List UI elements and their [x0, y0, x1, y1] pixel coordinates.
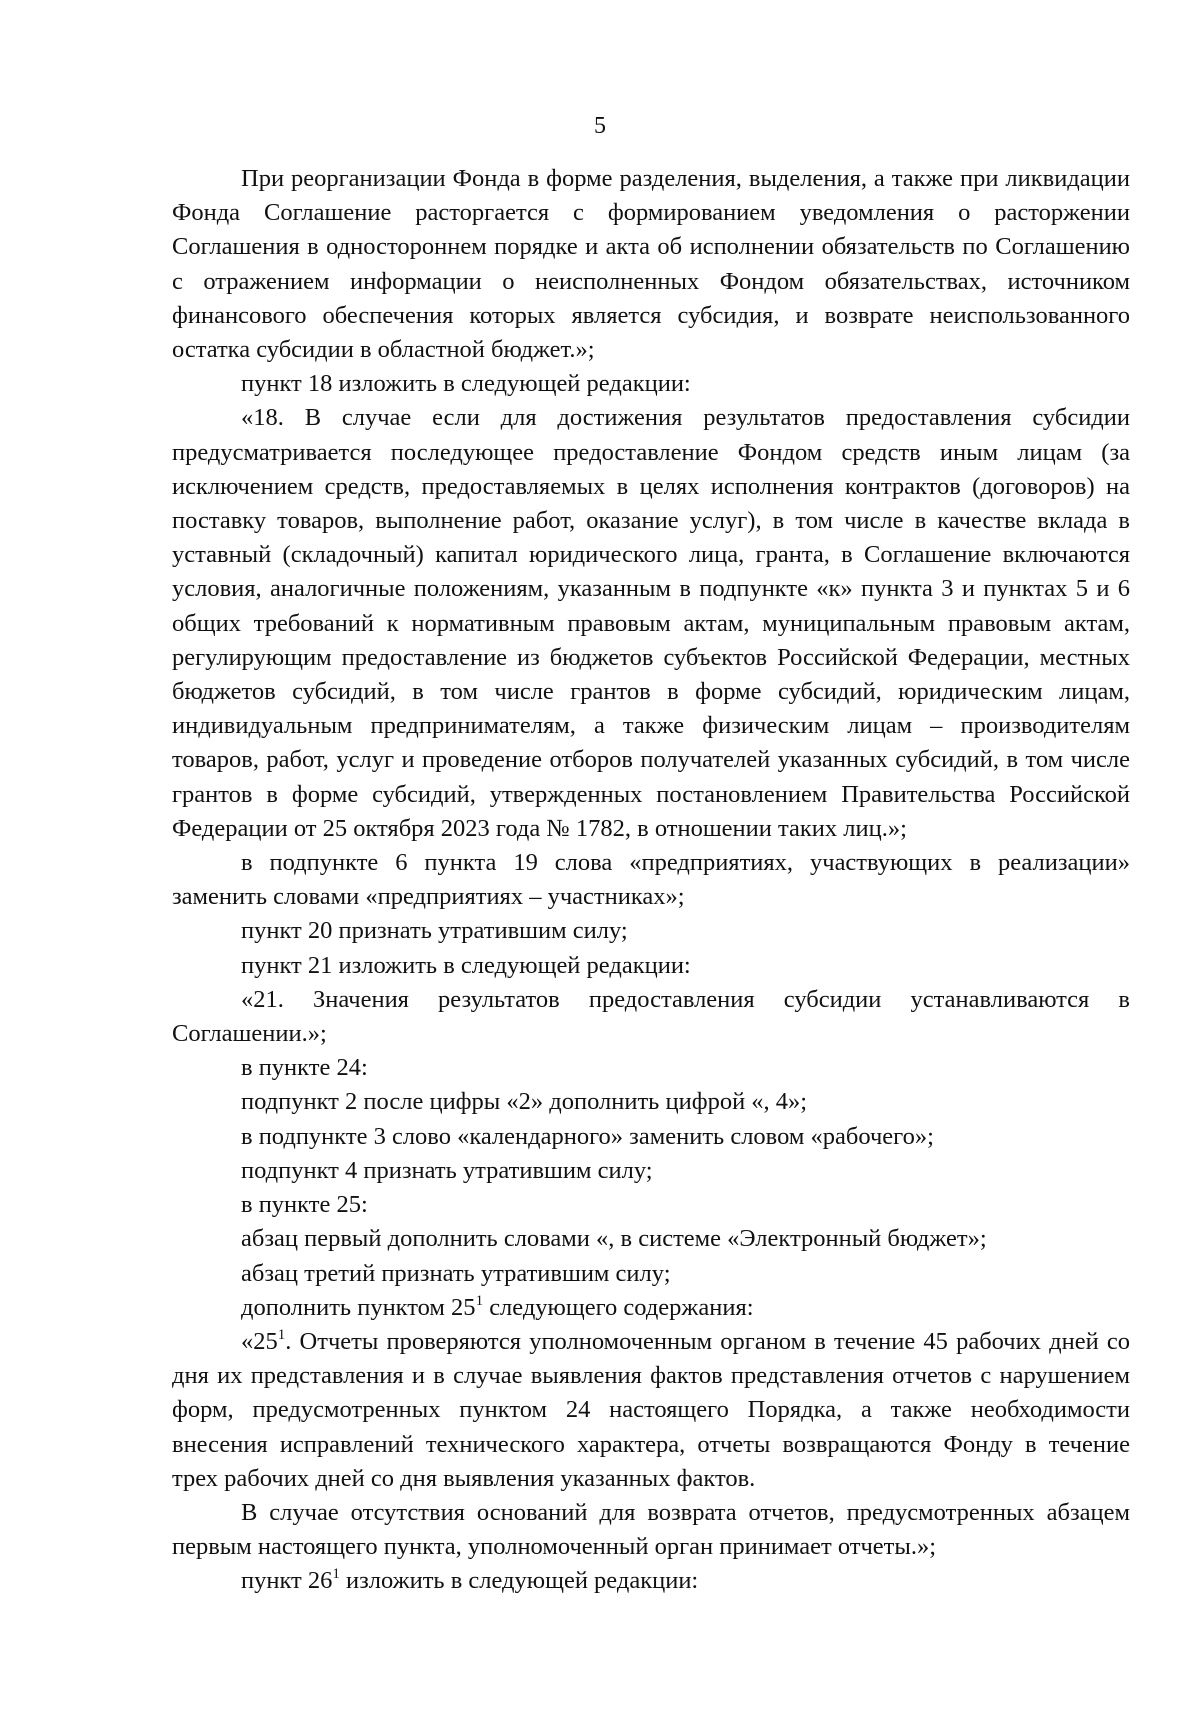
paragraph: пункт $26^1$ изложить в следующей редакции: — [241, 1566, 699, 1595]
paragraph: в пункте 24: — [241, 1054, 368, 1082]
paragraph: «$25^1$. Отчеты проверяются уполномоченным органом в течение 45 рабочих дней со дня их представления и в случае выявления фактов представления отчетов с нарушением форм, предусмотренных пунктом 24 настоящего Порядка, а также необходимости внесения исправлений технического характера, отчеты возвращаются Фонду в течение трех рабочих дней со дня выявления указанных фактов. — [172, 1326, 1130, 1492]
paragraph: «18. В случае если для достижения результатов предоставления субсидии предусматривается последующее предоставление Фондом средств иным лицам (за исключением средств, предоставляемых в целях исполнения контрактов (договоров) на поставку товаров, выполнение работ, оказание услуг), в том числе в качестве вклада в уставный (складочный) капитал юридического лица, гранта, в Соглашение включаются условия, аналогичные положениям, указанным в подпункте «к» пункта 3 и пунктах 5 и 6 общих требований к нормативным правовым актам, муниципальным правовым актам, регулирующим предоставление из бюджетов субъектов Российской Федерации, местных бюджетов субсидий, в том числе грантов в форме субсидий, юридическим лицам, индивидуальным предпринимателям, а также физическим лицам – производителям товаров, работ, услуг и проведение отборов получателей указанных субсидий, в том числе грантов в форме субсидий, утвержденных постановлением Правительства Российской Федерации от 25 октября 2023 года № 1782, в отношении таких лиц.»; — [172, 404, 1130, 842]
paragraph: подпункт 2 после цифры «2» дополнить цифрой «, 4»; — [241, 1088, 808, 1116]
paragraph: в подпункте 6 пункта 19 слова «предприятиях, участвующих в реализации» заменить словами «предприятиях – участниках»; — [172, 849, 1130, 911]
paragraph: «21. Значения результатов предоставления субсидии устанавливаются в Соглашении.»; — [172, 985, 1130, 1048]
paragraph: пункт 18 изложить в следующей редакции: — [241, 370, 691, 398]
superscript: 1 — [475, 1292, 484, 1309]
paragraph: абзац первый дополнить словами «, в системе «Электронный бюджет»; — [241, 1225, 987, 1253]
paragraph: подпункт 4 признать утратившим силу; — [241, 1156, 653, 1184]
paragraph: пункт 20 признать утратившим силу; — [241, 917, 628, 945]
paragraph: в подпункте 3 слово «календарного» заменить словом «рабочего»; — [241, 1122, 934, 1150]
superscript: 1 — [332, 1566, 340, 1583]
paragraph: абзац третий признать утратившим силу; — [241, 1259, 671, 1287]
paragraph: дополнить пунктом $25^1$ следующего содержания: — [241, 1292, 754, 1321]
superscript: 1 — [277, 1326, 286, 1343]
paragraph: В случае отсутствия оснований для возврата отчетов, предусмотренных абзацем первым настоящего пункта, уполномоченный орган принимает отчеты.»; — [172, 1498, 1130, 1561]
paragraph: пункт 21 изложить в следующей редакции: — [241, 951, 691, 979]
page-number: 5 — [594, 113, 606, 139]
paragraph: При реорганизации Фонда в форме разделения, выделения, а также при ликвидации Фонда Соглашение расторгается с формированием уведомления о расторжении Соглашения в одностороннем порядке и акта об исполнении обязательств по Соглашению с отражением информации о неисполненных Фондом обязательствах, источником финансового обеспечения которых является субсидия, и возврате неиспользованного остатка субсидии в областной бюджет.»; — [172, 165, 1130, 364]
paragraph: в пункте 25: — [241, 1191, 368, 1219]
document-body — [172, 162, 1130, 1599]
